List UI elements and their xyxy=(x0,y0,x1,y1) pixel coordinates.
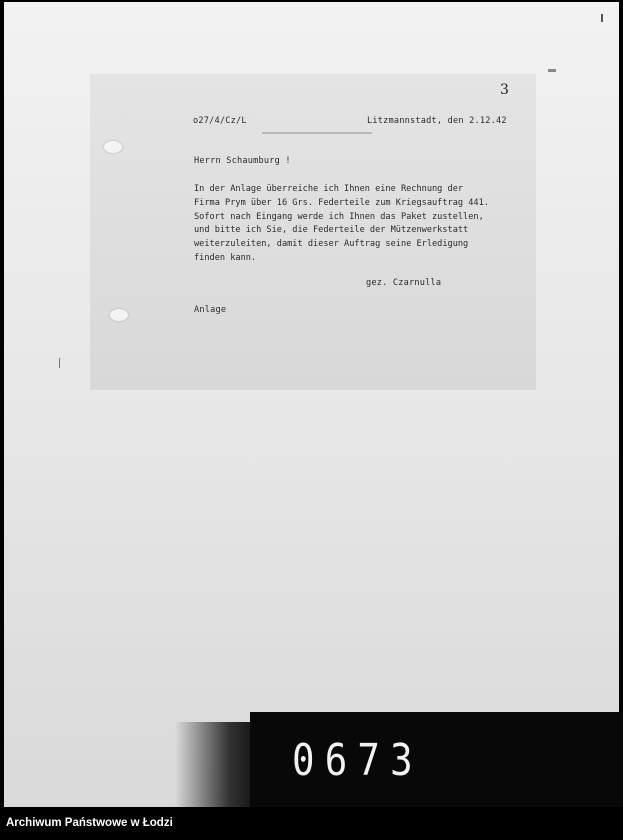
page-number: 3 xyxy=(500,82,509,98)
faint-line xyxy=(262,132,372,134)
letter-body: In der Anlage überreiche ich Ihnen eine Rechnung der Firma Prym über 16 Grs. Federteile zum Kriegsauftrag 441. Sofort nach Eingang werde ich Ihnen das Paket zustellen, und bitte ich Sie, die Federteile der Mützenwerkstatt weiterzuleiten, damit dieser Auftrag seine Erledigung finden kann. xyxy=(194,184,489,263)
scan-mark xyxy=(59,358,60,368)
reference-number: o27/4/Cz/L xyxy=(193,116,247,126)
scan-mark xyxy=(548,69,556,72)
salutation: Herrn Schaumburg ! xyxy=(194,156,291,166)
scan-mark xyxy=(601,14,603,22)
scan-sheet xyxy=(4,2,619,807)
signature: gez. Czarnulla xyxy=(366,278,442,288)
letter-card xyxy=(90,74,536,390)
archive-label: Archiwum Państwowe w Łodzi xyxy=(6,817,173,829)
enclosure-note: Anlage xyxy=(194,305,227,315)
punch-hole xyxy=(110,309,128,321)
place-date: Litzmannstadt, den 2.12.42 xyxy=(367,116,507,126)
punch-hole xyxy=(104,141,122,153)
frame-number: 0673 xyxy=(292,735,423,786)
